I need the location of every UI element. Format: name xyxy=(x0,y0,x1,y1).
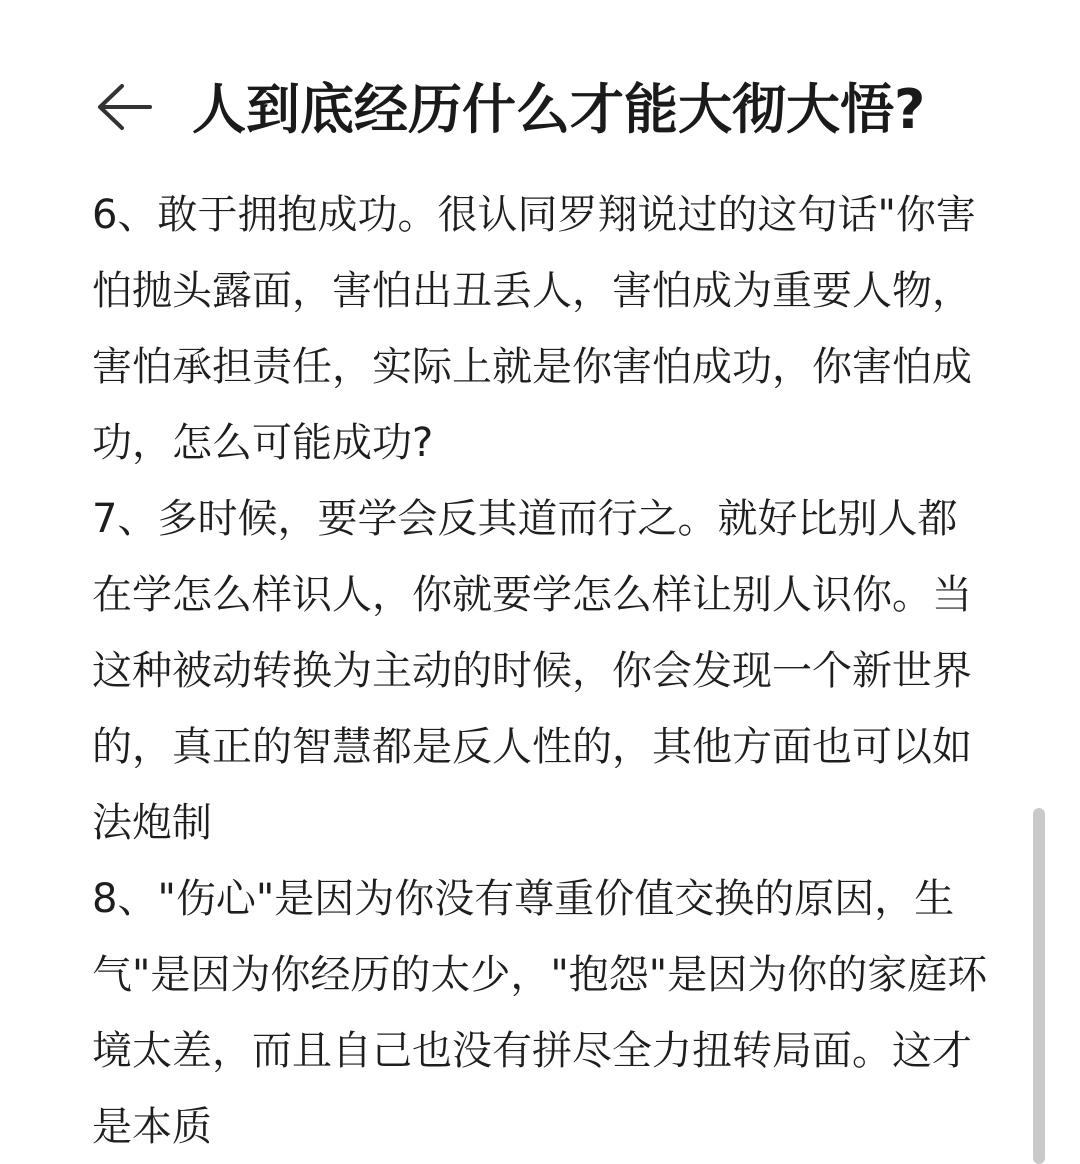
paragraph-6: 6、敢于拥抱成功。很认同罗翔说过的这句话"你害怕抛头露面，害怕出丑丢人，害怕成为重要人物，害怕承担责任，实际上就是你害怕成功，你害怕成功，怎么可能成功? xyxy=(92,192,976,466)
paragraph-8: 8、"伤心"是因为你没有尊重价值交换的原因，生气"是因为你经历的太少，"抱怨"是因为你的家庭环境太差，而且自己也没有拼尽全力扭转局面。这才是本质 xyxy=(92,876,988,1150)
header-bar xyxy=(0,0,1080,170)
page-title: 人到底经历什么才能大彻大悟? xyxy=(192,78,926,141)
paragraph-7: 7、多时候，要学会反其道而行之。就好比别人都在学怎么样识人，你就要学怎么样让别人识你。当这种被动转换为主动的时候，你会发现一个新世界的，真正的智慧都是反人性的，其他方面也可以如法炮制 xyxy=(92,496,972,846)
scrollbar-thumb[interactable] xyxy=(1033,808,1045,1164)
arrow-left-icon[interactable] xyxy=(92,80,154,134)
article-body xyxy=(92,177,997,1164)
